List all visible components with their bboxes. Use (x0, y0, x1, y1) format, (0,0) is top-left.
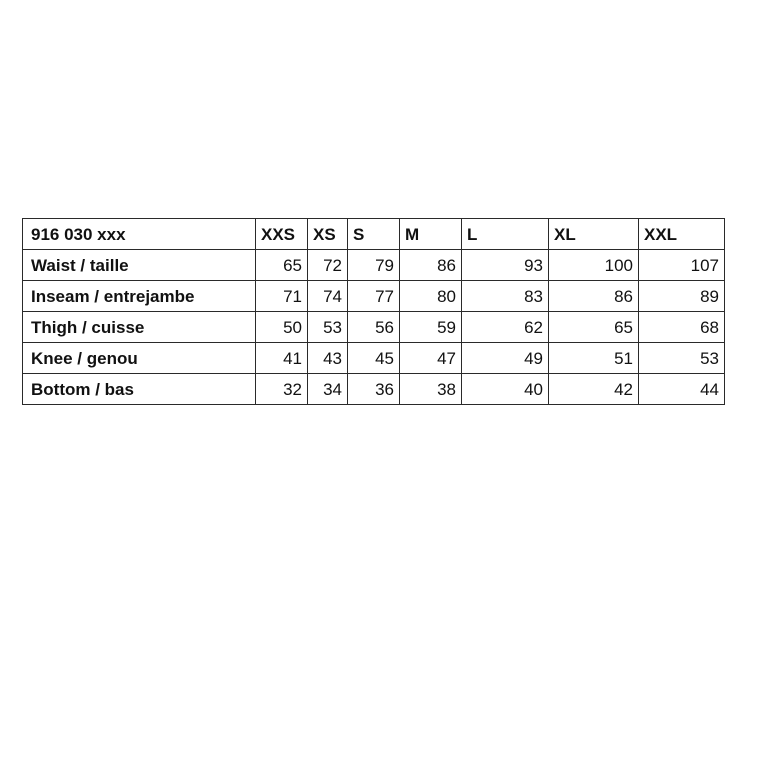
row-label: Thigh / cuisse (23, 312, 256, 343)
table-cell: 77 (348, 281, 400, 312)
table-cell: 100 (549, 250, 639, 281)
table-cell: 44 (639, 374, 725, 405)
table-cell: 79 (348, 250, 400, 281)
measurement-row-thigh (23, 312, 725, 343)
table-cell: 74 (308, 281, 348, 312)
table-cell: 56 (348, 312, 400, 343)
measurement-row-waist (23, 250, 725, 281)
size-header-xs: XS (308, 219, 348, 250)
table-cell: 68 (639, 312, 725, 343)
row-label: Bottom / bas (23, 374, 256, 405)
table-cell: 80 (400, 281, 462, 312)
size-header-xxl: XXL (639, 219, 725, 250)
product-code: 916 030 xxx (23, 219, 256, 250)
table-cell: 65 (256, 250, 308, 281)
table-cell: 71 (256, 281, 308, 312)
row-label: Waist / taille (23, 250, 256, 281)
table-cell: 89 (639, 281, 725, 312)
size-header-row (23, 219, 725, 250)
table-cell: 45 (348, 343, 400, 374)
table-cell: 72 (308, 250, 348, 281)
table-cell: 36 (348, 374, 400, 405)
size-header-xl: XL (549, 219, 639, 250)
row-label: Inseam / entrejambe (23, 281, 256, 312)
table-cell: 32 (256, 374, 308, 405)
size-header-m: M (400, 219, 462, 250)
table-cell: 93 (462, 250, 549, 281)
table-cell: 107 (639, 250, 725, 281)
size-header-xxs: XXS (256, 219, 308, 250)
table-cell: 51 (549, 343, 639, 374)
table-cell: 53 (639, 343, 725, 374)
measurement-row-inseam (23, 281, 725, 312)
table-cell: 59 (400, 312, 462, 343)
table-cell: 86 (549, 281, 639, 312)
measurement-row-bottom (23, 374, 725, 405)
measurement-row-knee (23, 343, 725, 374)
row-label: Knee / genou (23, 343, 256, 374)
table-cell: 38 (400, 374, 462, 405)
table-cell: 47 (400, 343, 462, 374)
table-cell: 43 (308, 343, 348, 374)
table-cell: 34 (308, 374, 348, 405)
table-cell: 49 (462, 343, 549, 374)
size-header-s: S (348, 219, 400, 250)
table-cell: 41 (256, 343, 308, 374)
table-cell: 40 (462, 374, 549, 405)
table-cell: 86 (400, 250, 462, 281)
table-cell: 53 (308, 312, 348, 343)
table-cell: 65 (549, 312, 639, 343)
table-cell: 83 (462, 281, 549, 312)
size-chart-table (22, 218, 725, 405)
table-cell: 42 (549, 374, 639, 405)
table-cell: 50 (256, 312, 308, 343)
size-header-l: L (462, 219, 549, 250)
table-cell: 62 (462, 312, 549, 343)
